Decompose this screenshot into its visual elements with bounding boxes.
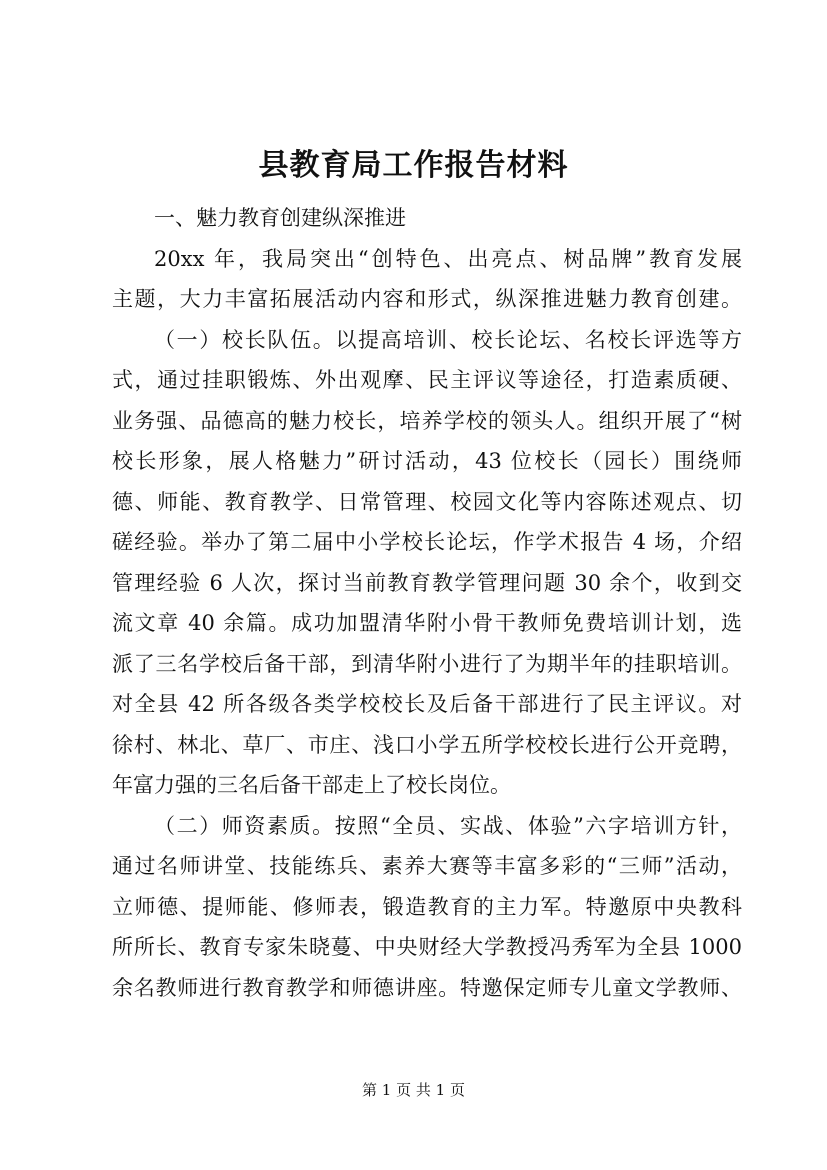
text-line: 磋经验。举办了第二届中小学校长论坛，作学术报告 4 场，介绍	[112, 530, 742, 554]
text-line: 立师德、提师能、修师表，锻造教育的主力军。特邀原中央教科	[112, 894, 742, 919]
text-line: 年富力强的三名后备干部走上了校长岗位。	[112, 773, 511, 797]
text-line: 对全县 42 所各级各类学校校长及后备干部进行了民主评议。对	[112, 692, 742, 716]
text-line: （一）校长队伍。以提高培训、校长论坛、名校长评选等方	[154, 327, 742, 352]
page-footer: 第 1 页 共 1 页	[362, 1081, 465, 1099]
text-line: 主题，大力丰富拓展活动内容和形式，纵深推进魅力教育创建。	[112, 287, 742, 311]
text-line: 所所长、教育专家朱晓蔓、中央财经大学教授冯秀军为全县 1000	[112, 935, 742, 959]
text-line: （二）师资素质。按照“全员、实战、体验”六字培训方针，	[154, 813, 742, 838]
text-line: 德、师能、教育教学、日常管理、校园文化等内容陈述观点、切	[112, 489, 742, 514]
text-line: 式，通过挂职锻炼、外出观摩、民主评议等途径，打造素质硬、	[112, 368, 742, 392]
text-line: 流文章 40 余篇。成功加盟清华附小骨干教师免费培训计划，选	[112, 611, 742, 635]
text-line: 管理经验 6 人次，探讨当前教育教学管理问题 30 余个，收到交	[112, 570, 742, 595]
text-line: 余名教师进行教育教学和师德讲座。特邀保定师专儿童文学教师、	[112, 975, 742, 1000]
document-body	[112, 198, 742, 1008]
text-line: 一、魅力教育创建纵深推进	[154, 206, 406, 230]
text-line: 20xx 年，我局突出“创特色、出亮点、树品牌”教育发展	[154, 246, 742, 271]
text-line: 业务强、品德高的魅力校长，培养学校的领头人。组织开展了“树	[112, 408, 742, 433]
text-line: 徐村、林北、草厂、市庄、浅口小学五所学校校长进行公开竞聘，	[112, 732, 742, 757]
text-line: 派了三名学校后备干部，到清华附小进行了为期半年的挂职培训。	[112, 651, 742, 676]
document-title: 县教育局工作报告材料	[258, 148, 569, 183]
text-line: 校长形象，展人格魅力”研讨活动，43 位校长（园长）围绕师	[112, 449, 742, 473]
text-line: 通过名师讲堂、技能练兵、素养大赛等丰富多彩的“三师”活动，	[112, 854, 742, 878]
